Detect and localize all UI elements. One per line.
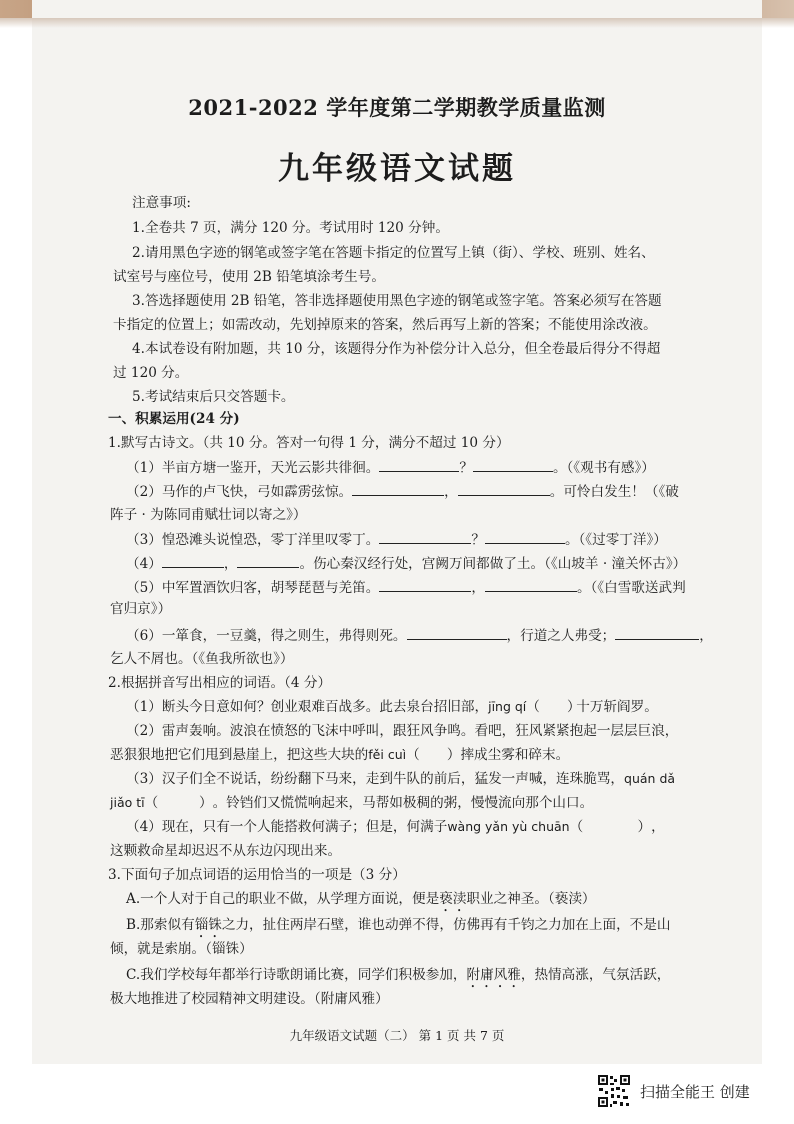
q3-option-c-cont: 极大地推进了校园精神文明建设。（附庸风雅） [110,991,389,1007]
q1-line-3: （3）惶恐滩头说惶恐，零丁洋里叹零丁。 ？ 。（《过零丁洋》） [126,532,667,548]
note-2-cont: 试室号与座位号，使用 2B 铅笔填涂考生号。 [113,269,385,285]
exam-title: 2021-2022 学年度第二学期教学质量监测 [188,95,606,120]
q3-stem: 3.下面句子加点词语的运用恰当的一项是（3 分） [108,867,406,883]
answer-blank[interactable] [379,458,459,472]
answer-paren[interactable]: （ ） [526,699,581,715]
answer-blank[interactable] [458,482,550,496]
pinyin: fěi cuì [368,747,407,762]
q3-option-c[interactable]: C.我们学校每年都举行诗歌朗诵比赛，同学们积极参加，附庸风雅，热情高涨，气氛活跃， [126,967,671,983]
answer-blank[interactable] [379,578,471,592]
pinyin: jiǎo tī [110,795,145,810]
q2-item-2: （2）雷声轰响。波浪在愤怒的飞沫中呼叫，跟狂风争鸣。看吧，狂风紧紧抱起一层层巨浪， [126,723,679,739]
q3-option-b[interactable]: B.那索似有锱铢之力，扯住两岸石壁，谁也动弹不得，仿佛再有千钧之力加在上面，不是山 [126,917,671,933]
q1-line-6: （6）一箪食，一豆羹，得之则生，弗得则死。 ，行道之人弗受； ， [126,628,713,644]
pinyin: jīng qí [488,699,527,714]
answer-blank[interactable] [473,458,553,472]
answer-paren[interactable]: （ ） [569,819,652,835]
note-5: 5.考试结束后只交答题卡。 [132,389,295,405]
q2-item-3: （3）汉子们全不说话，纷纷翻下马来，走到牛队的前后，猛发一声喊，连珠脆骂，quán dǎ [126,771,676,787]
answer-paren[interactable]: （ ） [144,795,213,811]
note-1: 1.全卷共 7 页，满分 120 分。考试用时 120 分钟。 [132,220,449,236]
q1-line-5-cont: 官归京》） [110,601,172,617]
answer-blank[interactable] [379,530,471,544]
qr-code-icon [597,1074,631,1108]
q1-line-1: （1）半亩方塘一鉴开，天光云影共徘徊。 ？ 。（《观书有感》） [126,460,655,476]
pinyin: quán dǎ [624,771,676,786]
q1-line-2-cont: 阵子 · 为陈同甫赋壮词以寄之》） [110,507,307,523]
q2-item-3-cont: jiǎo tī（ ）。铃铛们又慌慌响起来，马帮如极稠的粥，慢慢流向那个山口。 [110,795,594,811]
q3-option-b-cont: 倾，就是索崩。（锱铢） [110,941,253,957]
notes-heading: 注意事项: [132,195,191,211]
note-4: 4.本试卷设有附加题，共 10 分，该题得分作为补偿分计入总分，但全卷最后得分不得超 [132,341,661,357]
answer-blank[interactable] [352,482,444,496]
q1-line-4: （4） ， 。伤心秦汉经行处，宫阙万间都做了土。（《山坡羊 · 潼关怀古》） [126,556,687,572]
answer-blank[interactable] [615,626,699,640]
q2-item-4-cont: 这颗救命星却迟迟不从东边闪现出来。 [110,843,342,859]
note-3: 3.答选择题使用 2B 铅笔，答非选择题使用黑色字迹的钢笔或签字笔。答案必须写在答题 [132,293,662,309]
answer-blank[interactable] [485,530,565,544]
note-3-cont: 卡指定的位置上；如需改动，先划掉原来的答案，然后再写上新的答案；不能使用涂改液。 [113,317,657,333]
page-footer: 九年级语文试题（二） 第 1 页 共 7 页 [289,1028,505,1043]
pinyin: wàng yǎn yù chuān [447,819,570,834]
q2-item-1: （1）断头今日意如何？创业艰难百战多。此去泉台招旧部，jīng qí（ ）十万斩阎罗。 [126,699,658,715]
scanner-watermark: 扫描全能王 创建 [640,1083,750,1101]
q2-stem: 2.根据拼音写出相应的词语。（4 分） [108,675,332,691]
q2-item-2-cont: 恶狠狠地把它们甩到悬崖上，把这些大块的fěi cuì（ ）摔成尘雾和碎末。 [110,747,570,763]
q2-item-4: （4）现在，只有一个人能搭救何满子；但是，何满子wàng yǎn yù chuān（ ）， [126,819,665,835]
q1-line-2: （2）马作的卢飞快，弓如霹雳弦惊。 ， 。可怜白发生！（《破 [126,484,679,500]
q3-option-a[interactable]: A.一个人对于自己的职业不做，从学理方面说，便是亵渎职业之神圣。（亵渎） [126,891,596,907]
answer-blank[interactable] [162,554,224,568]
q1-line-5: （5）中军置酒饮归客，胡琴琵琶与羌笛。 ， 。（《白雪歌送武判 [126,580,686,596]
note-2: 2.请用黑色字迹的钢笔或签字笔在答题卡指定的位置写上镇（街）、学校、班别、姓名、 [132,245,655,261]
note-4-cont: 过 120 分。 [113,365,189,381]
q1-stem: 1.默写古诗文。（共 10 分。答对一句得 1 分，满分不超过 10 分） [108,435,510,451]
answer-blank[interactable] [407,626,507,640]
answer-blank[interactable] [237,554,299,568]
section-heading: 一、积累运用(24 分) [108,411,240,427]
exam-subject-title: 九年级语文试题 [278,151,516,187]
answer-paren[interactable]: （ ） [406,747,461,763]
q1-line-6-cont: 乞人不屑也。（《鱼我所欲也》） [110,651,294,667]
answer-blank[interactable] [485,578,577,592]
